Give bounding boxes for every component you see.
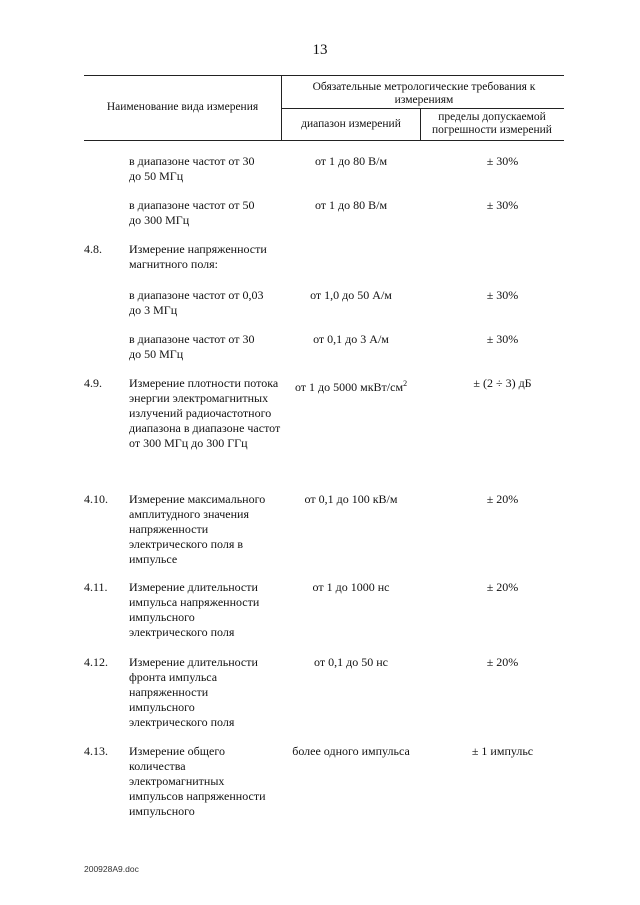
header-col-limit: пределы допускаемой погрешности измерений — [432, 111, 552, 136]
row-limit: ± 30% — [486, 198, 519, 212]
row-number: 4.8. — [84, 242, 102, 256]
row-range: от 0,1 до 50 нс — [314, 655, 388, 669]
footer-filename: 200928A9.doc — [84, 864, 139, 874]
row-range — [280, 376, 422, 395]
row-limit: ± 20% — [486, 492, 519, 506]
table-top-rule — [84, 75, 564, 76]
header-col-requirements: Обязательные метрологические требования к измерениям — [312, 81, 536, 106]
row-range: от 1 до 80 В/м — [314, 198, 388, 212]
row-number: 4.13. — [84, 744, 108, 758]
row-range-text: от 1 до 5000 мкВт/см — [294, 380, 404, 394]
row-range: от 1 до 1000 нс — [312, 580, 390, 594]
row-name: Измерение напряженности магнитного поля: — [129, 242, 267, 271]
row-limit: ± 1 импульс — [471, 744, 534, 758]
row-number: 4.12. — [84, 655, 108, 669]
row-range: от 1 до 80 В/м — [314, 154, 388, 168]
row-name: в диапазоне частот от 50 до 300 МГц — [129, 198, 255, 227]
row-number: 4.10. — [84, 492, 108, 506]
row-range: от 1,0 до 50 А/м — [310, 288, 392, 302]
row-name: Измерение длительности импульса напряженности импульсного электрического поля — [129, 580, 260, 639]
page-number: 13 — [312, 42, 328, 58]
header-bottom-rule — [84, 140, 564, 141]
row-name: в диапазоне частот от 30 до 50 МГц — [129, 154, 255, 183]
row-limit: ± 20% — [486, 655, 519, 669]
row-limit: ± (2 ÷ 3) дБ — [473, 376, 532, 390]
row-name: Измерение плотности потока энергии электромагнитных излучений радиочастотного диапазона в диапазоне частот от 300 МГц до 300 ГГц — [129, 376, 281, 450]
row-name: в диапазоне частот от 0,03 до 3 МГц — [129, 288, 264, 317]
row-range: от 0,1 до 3 А/м — [313, 332, 389, 346]
row-name: Измерение общего количества электромагнитных импульсов напряженности импульсного — [129, 744, 266, 818]
header-mid-rule — [281, 108, 564, 109]
row-range: от 0,1 до 100 кВ/м — [304, 492, 398, 506]
row-number: 4.9. — [84, 376, 102, 390]
row-limit: ± 30% — [486, 288, 519, 302]
row-name: Измерение максимального амплитудного значения напряженности электрического поля в импульсе — [129, 492, 266, 566]
row-limit: ± 30% — [486, 332, 519, 346]
header-col-name: Наименование вида измерения — [106, 101, 259, 113]
row-limit: ± 30% — [486, 154, 519, 168]
header-col-range: диапазон измерений — [301, 118, 401, 130]
row-name: Измерение длительности фронта импульса напряженности импульсного электрического поля — [129, 655, 258, 729]
row-range: более одного импульса — [292, 744, 410, 758]
row-limit: ± 20% — [486, 580, 519, 594]
row-name: в диапазоне частот от 30 до 50 МГц — [129, 332, 255, 361]
row-number: 4.11. — [84, 580, 108, 594]
row-range-superscript: 2 — [403, 379, 408, 388]
